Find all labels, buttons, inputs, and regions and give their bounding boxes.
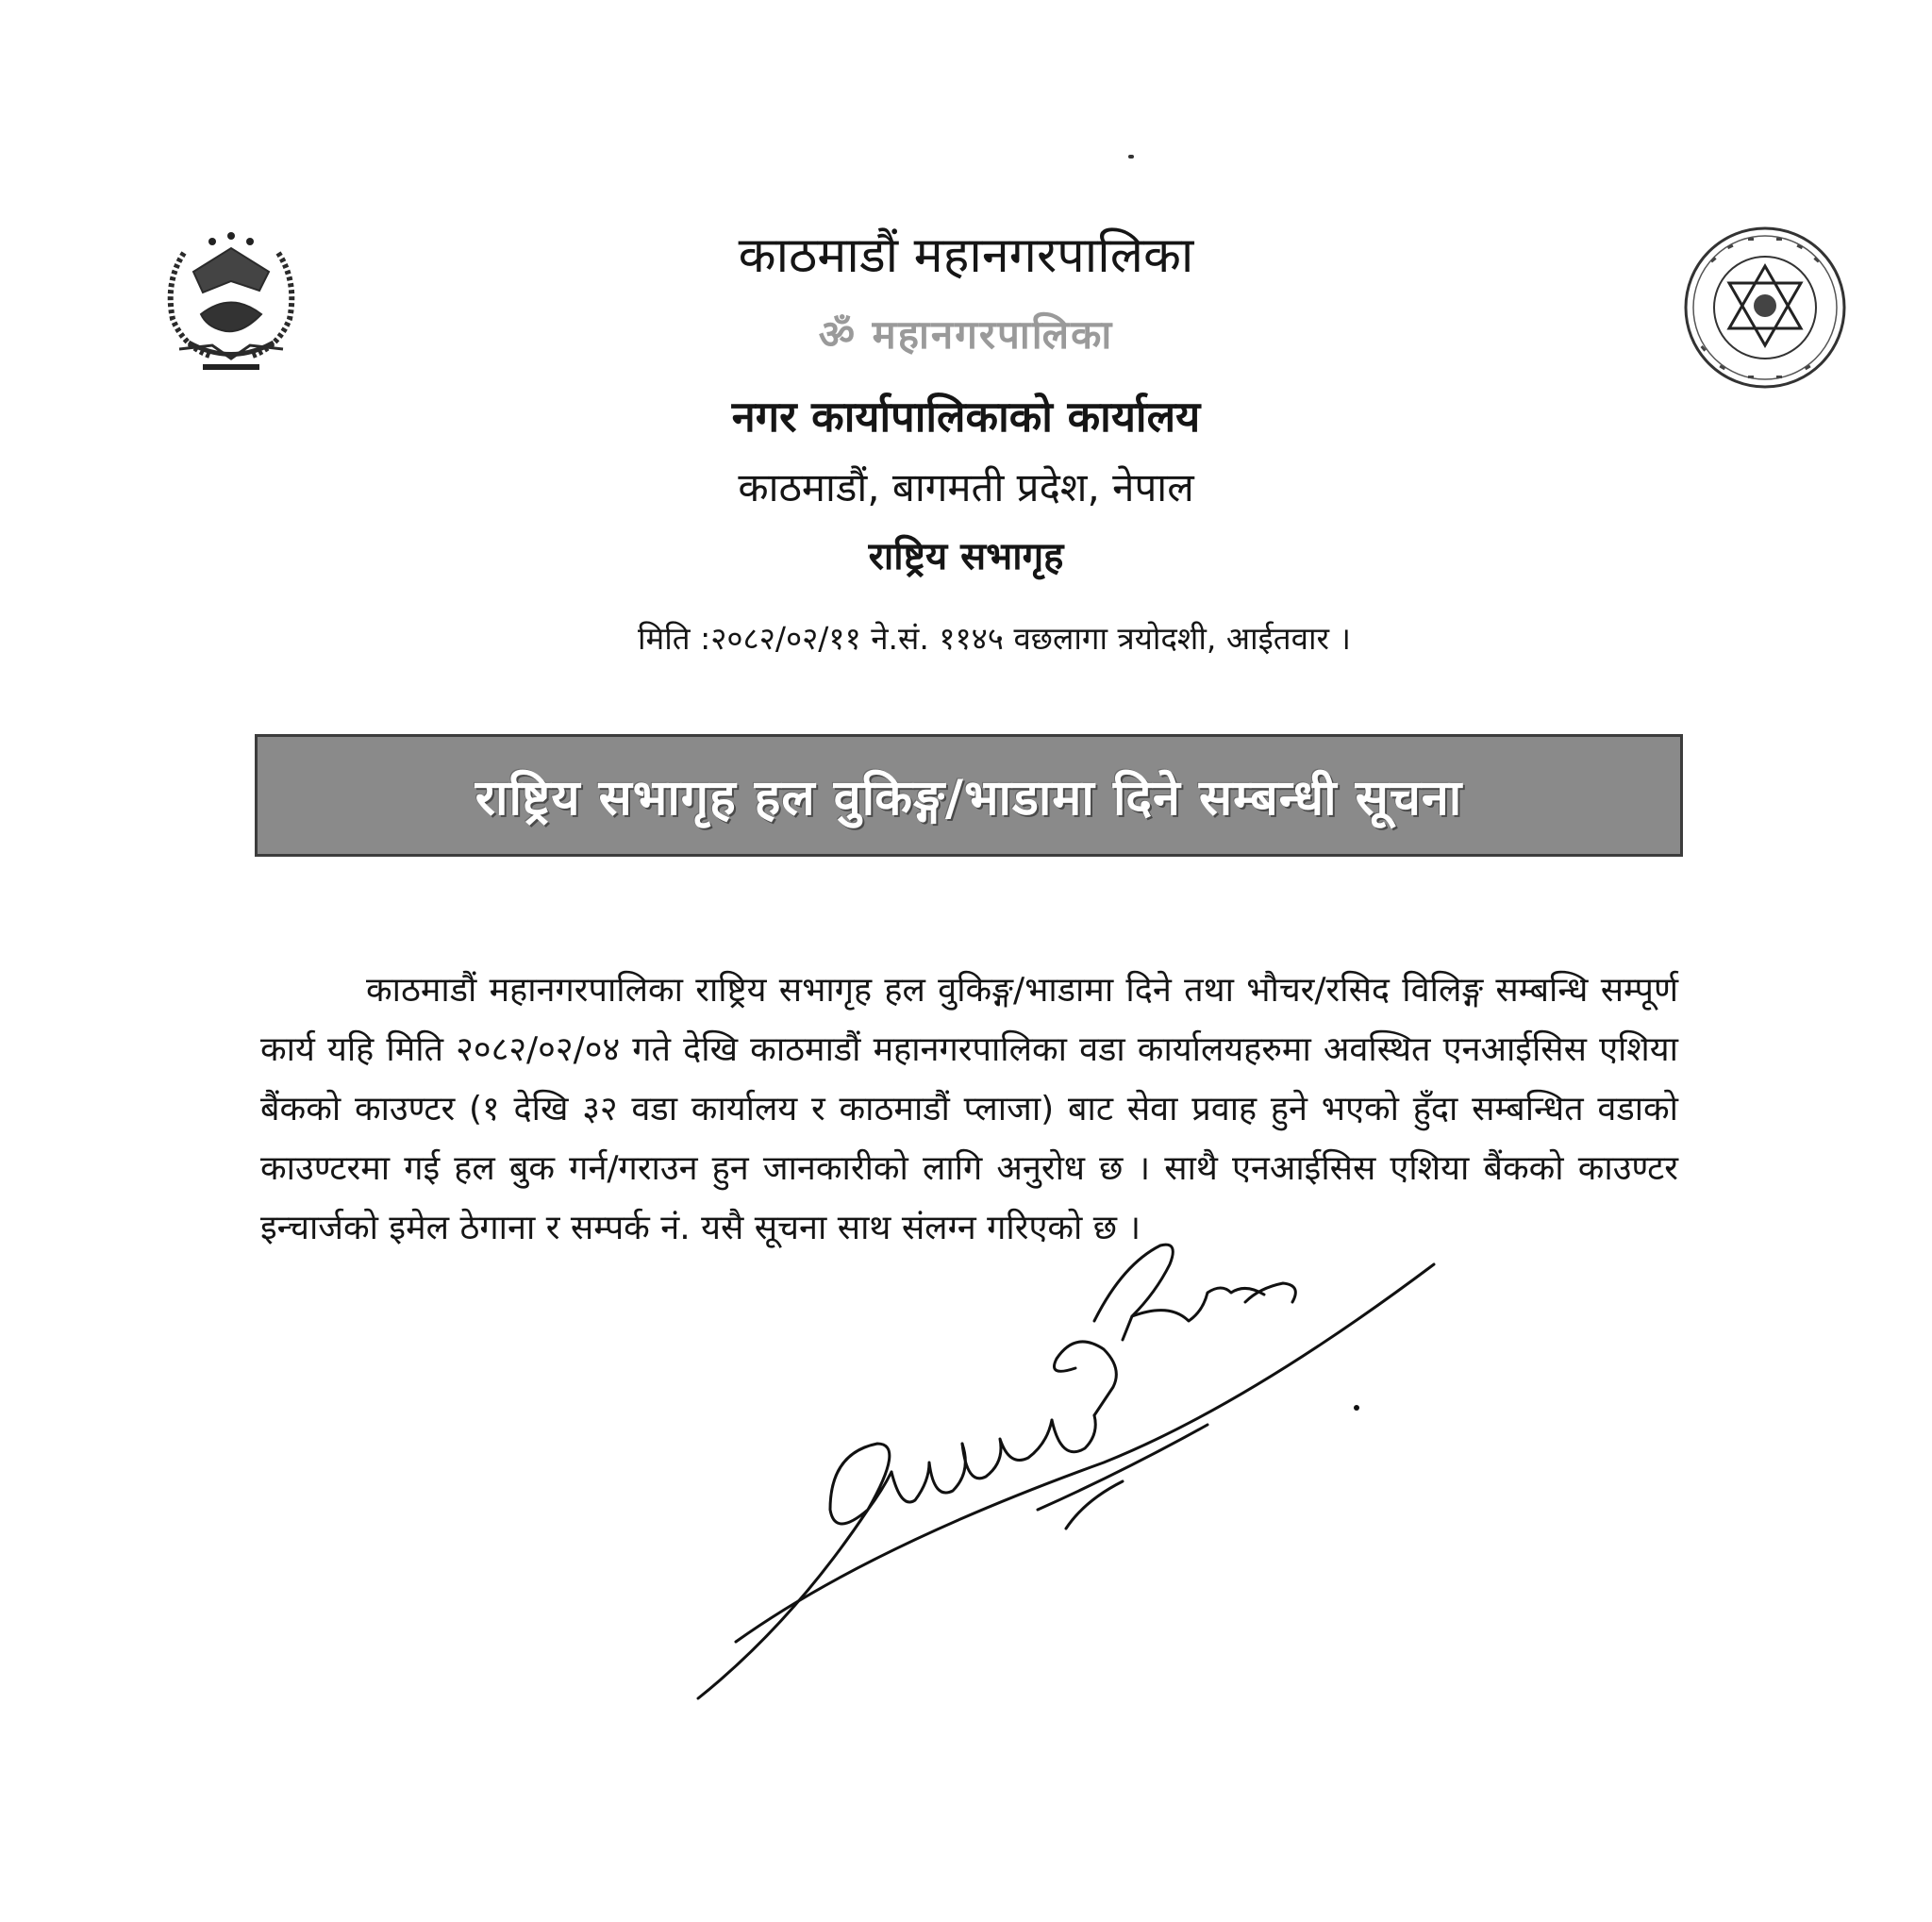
- organization-name: काठमाडौं महानगरपालिका: [738, 227, 1194, 284]
- office-address: काठमाडौं, बागमती प्रदेश, नेपाल: [738, 464, 1194, 510]
- office-name: नगर कार्यापालिकाको कार्यालय: [731, 392, 1201, 442]
- hall-name: राष्ट्रिय सभागृह: [868, 535, 1064, 578]
- notice-title: राष्ट्रिय सभागृह हल वुकिङ्ग/भाडामा दिने सम्बन्धी सूचना: [475, 769, 1463, 827]
- notice-body-paragraph: काठमाडौं महानगरपालिका राष्ट्रिय सभागृह हल वुकिङ्ग/भाडामा दिने तथा भौचर/रसिद विलिङ्ग सम्बन्धि सम्पूर्ण कार्य यहि मिति २०८२/०२/०४ गते देखि काठमाडौं महानगरपालिका वडा कार्यालयहरुमा अवस्थित एनआईसिस एशिया बैंकको काउण्टर (१ देखि ३२ वडा कार्यालय र काठमाडौं प्लाजा) बाट सेवा प्रवाह हुने भएको हुँदा सम्बन्धित वडाको काउण्टरमा गई हल बुक गर्न/गराउन हुन जानकारीको लागि अनुरोध छ । साथै एनआईसिस एशिया बैंकको काउण्टर इन्चार्जको इमेल ठेगाना र सम्पर्क नं. यसै सूचना साथ संलग्न गरिएको छ ।: [260, 971, 1678, 1247]
- organization-subtitle: ॐ महानगरपालिका: [818, 311, 1114, 358]
- handwritten-signature-icon: [679, 1227, 1453, 1717]
- date-line: मिति :२०८२/०२/११ ने.सं. ११४५ वछलागा त्रयोदशी, आईतवार ।: [637, 620, 1351, 657]
- notice-title-banner: [255, 734, 1683, 857]
- stray-ink-dot: [1128, 155, 1134, 159]
